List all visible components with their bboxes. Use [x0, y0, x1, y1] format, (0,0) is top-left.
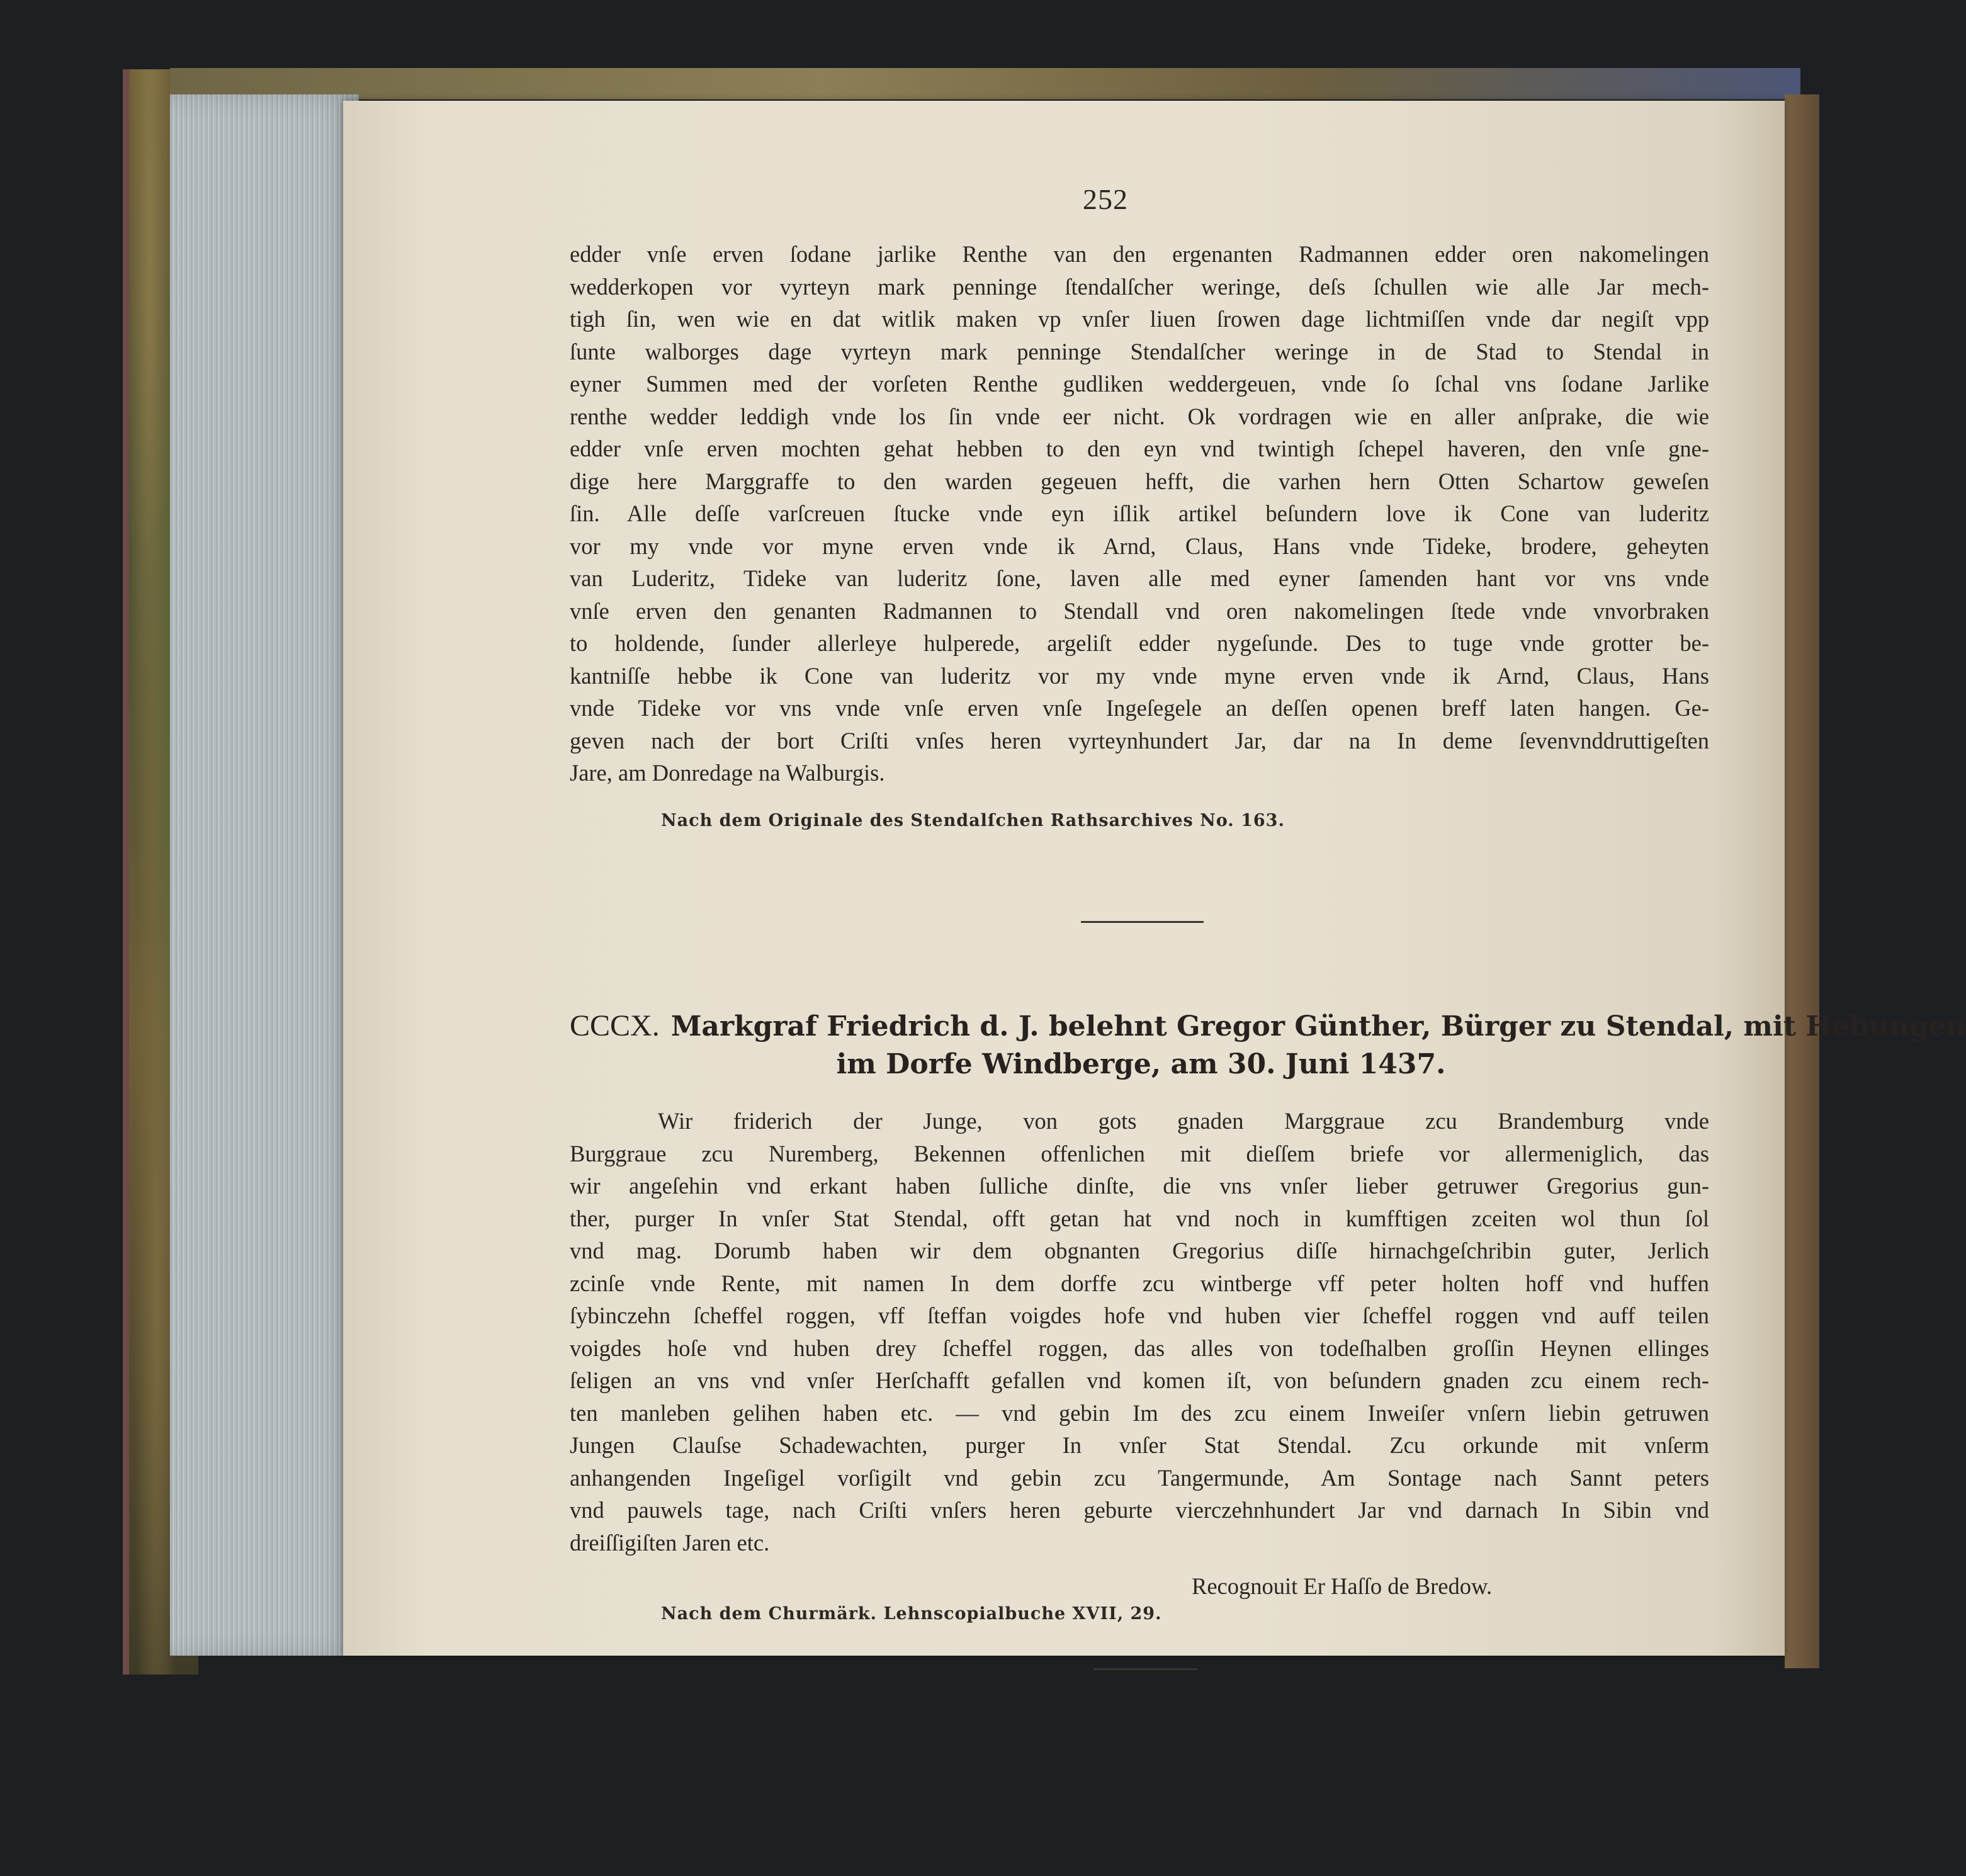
text-line: ſunte walborges dage vyrteyn mark penninge Stendalſcher weringe in de Stad to Stendal in	[570, 338, 1709, 364]
text-line: to holdende, ſunder allerleye hulperede, argeliſt edder nygeſunde. Des to tuge vnde grotter be-	[570, 630, 1709, 656]
text-line: kantniſſe hebbe ik Cone van luderitz vor my vnde myne erven vnde ik Arnd, Claus, Hans	[570, 662, 1709, 689]
recognition-signature: Recognouit Er Haſſo de Bredow.	[1192, 1573, 1493, 1599]
text-line: vor my vnde vor myne erven vnde ik Arnd, Claus, Hans vnde Tideke, brodere, geheyten	[570, 533, 1709, 559]
heading-line-2: im Dorfe Windberge, am 30. Juni 1437.	[836, 1048, 1446, 1080]
text-line: edder vnſe erven mochten gehat hebben to den eyn vnd twintigh ſchepel haveren, den vnſe gne-	[570, 436, 1709, 461]
text-line: vnd pauwels tage, nach Criſti vnſers heren geburte vierczehnhundert Jar vnd darnach In Sibin vnd	[570, 1497, 1709, 1523]
page-number: 252	[1083, 183, 1128, 215]
text-line: edder vnſe erven ſodane jarlike Renthe van den ergenanten Radmannen edder oren nakomelingen	[570, 241, 1709, 267]
text-line: Jungen Clauſse Schadewachten, purger In vnſer Stat Stendal. Zcu orkunde mit vnſerm	[570, 1432, 1709, 1458]
heading-line-1	[570, 1007, 1966, 1046]
text-line: ſin. Alle deſſe varſcreuen ſtucke vnde eyn iſlik artikel beſundern love ik Cone van luderitz	[570, 500, 1709, 526]
section-divider	[1081, 921, 1204, 923]
text-line: voigdes hoſe vnd huben drey ſcheffel roggen, das alles von todeſhalben groſſin Heynen ellinges	[570, 1335, 1709, 1361]
right-cover-edge	[1785, 94, 1819, 1668]
top-cover-edge	[170, 68, 1800, 99]
text-line: anhangenden Ingeſigel vorſigilt vnd gebin zcu Tangermunde, Am Sontage nach Sannt peters	[570, 1464, 1709, 1491]
text-line: Jare, am Donredage na Walburgis.	[570, 760, 885, 786]
text-line: Burggraue zcu Nuremberg, Bekennen offenlichen mit dieſſem briefe vor allermeniglich, das	[570, 1140, 1709, 1167]
text-line: eyner Summen med der vorſeten Renthe gudliken weddergeuen, vnde ſo ſchal vns ſodane Jarlike	[570, 371, 1709, 397]
text-line: ten manleben gelihen haben etc. — vnd gebin Im des zcu einem Inweiſer vnſern liebin getruwen	[570, 1399, 1709, 1426]
text-line: Wir friderich der Junge, von gots gnaden Marggraue zcu Brandemburg vnde	[658, 1108, 1709, 1134]
text-line: van Luderitz, Tideke van luderitz ſone, laven alle med eyner ſamenden hant vor vns vnde	[570, 565, 1709, 591]
text-line: ther, purger In vnſer Stat Stendal, offt getan hat vnd noch in kumfftigen zceiten wol thun ſol	[570, 1205, 1709, 1231]
stacked-page-edges	[170, 94, 359, 1656]
document-number: CCCX.	[570, 1009, 660, 1043]
previous-document-source: Nach dem Originale des Stendalſchen Rathsarchives No. 163.	[661, 811, 1285, 830]
text-line: renthe wedder leddigh vnde los ſin vnde eer nicht. Ok vordragen wie en aller anſprake, die wie	[570, 403, 1709, 429]
text-line: wedderkopen vor vyrteyn mark penninge ſtendalſcher weringe, deſs ſchullen wie alle Jar mech-	[570, 273, 1709, 300]
document-cccx-source: Nach dem Churmärk. Lehnscopialbuche XVII, 29.	[661, 1604, 1162, 1624]
document-cccx-text	[570, 1105, 1709, 1559]
text-line: vnd mag. Dorumb haben wir dem obgnanten Gregorius diſſe hirnachgeſchribin guter, Jerlich	[570, 1238, 1709, 1263]
text-line: zcinſe vnde Rente, mit namen In dem dorffe zcu wintberge vff peter holten hoff vnd huffen	[570, 1270, 1709, 1296]
text-line: ſeligen an vns vnd vnſer Herſchafft gefallen vnd komen iſt, von beſundern gnaden zcu einem rech-	[570, 1367, 1709, 1393]
text-line: dige here Marggraffe to den warden gegeuen hefft, die varhen hern Otten Schartow geweſen	[570, 468, 1709, 494]
section-divider-bottom	[1093, 1668, 1197, 1670]
text-line: ſybinczehn ſcheffel roggen, vff ſteffan voigdes hofe vnd huben vier ſcheffel roggen vnd auff teilen	[570, 1302, 1709, 1328]
text-line: tigh ſin, wen wie en dat witlik maken vp vnſer liuen ſrowen dage lichtmiſſen vnde dar negiſt vpp	[570, 306, 1709, 332]
document-heading	[570, 1007, 1966, 1083]
text-line: wir angeſehin vnd erkant haben ſulliche dinſte, die vns vnſer lieber getruwer Gregorius gun-	[570, 1173, 1709, 1199]
text-line: geven nach der bort Criſti vnſes heren vyrteynhundert Jar, dar na In deme ſevenvnddruttigeſten	[570, 727, 1709, 754]
previous-document-text	[570, 238, 1709, 789]
text-line: vnſe erven den genanten Radmannen to Stendall vnd oren nakomelingen ſtede vnde vnvorbraken	[570, 597, 1709, 624]
text-line: dreiſſigiſten Jaren etc.	[570, 1529, 770, 1556]
text-line: vnde Tideke vor vns vnde vnſe erven vnſe Ingeſegele an deſſen openen breff laten hangen. Ge-	[570, 695, 1709, 721]
heading-text-1: Markgraf Friedrich d. J. belehnt Gregor Günther, Bürger zu Stendal, mit Hebungen	[670, 1010, 1966, 1043]
